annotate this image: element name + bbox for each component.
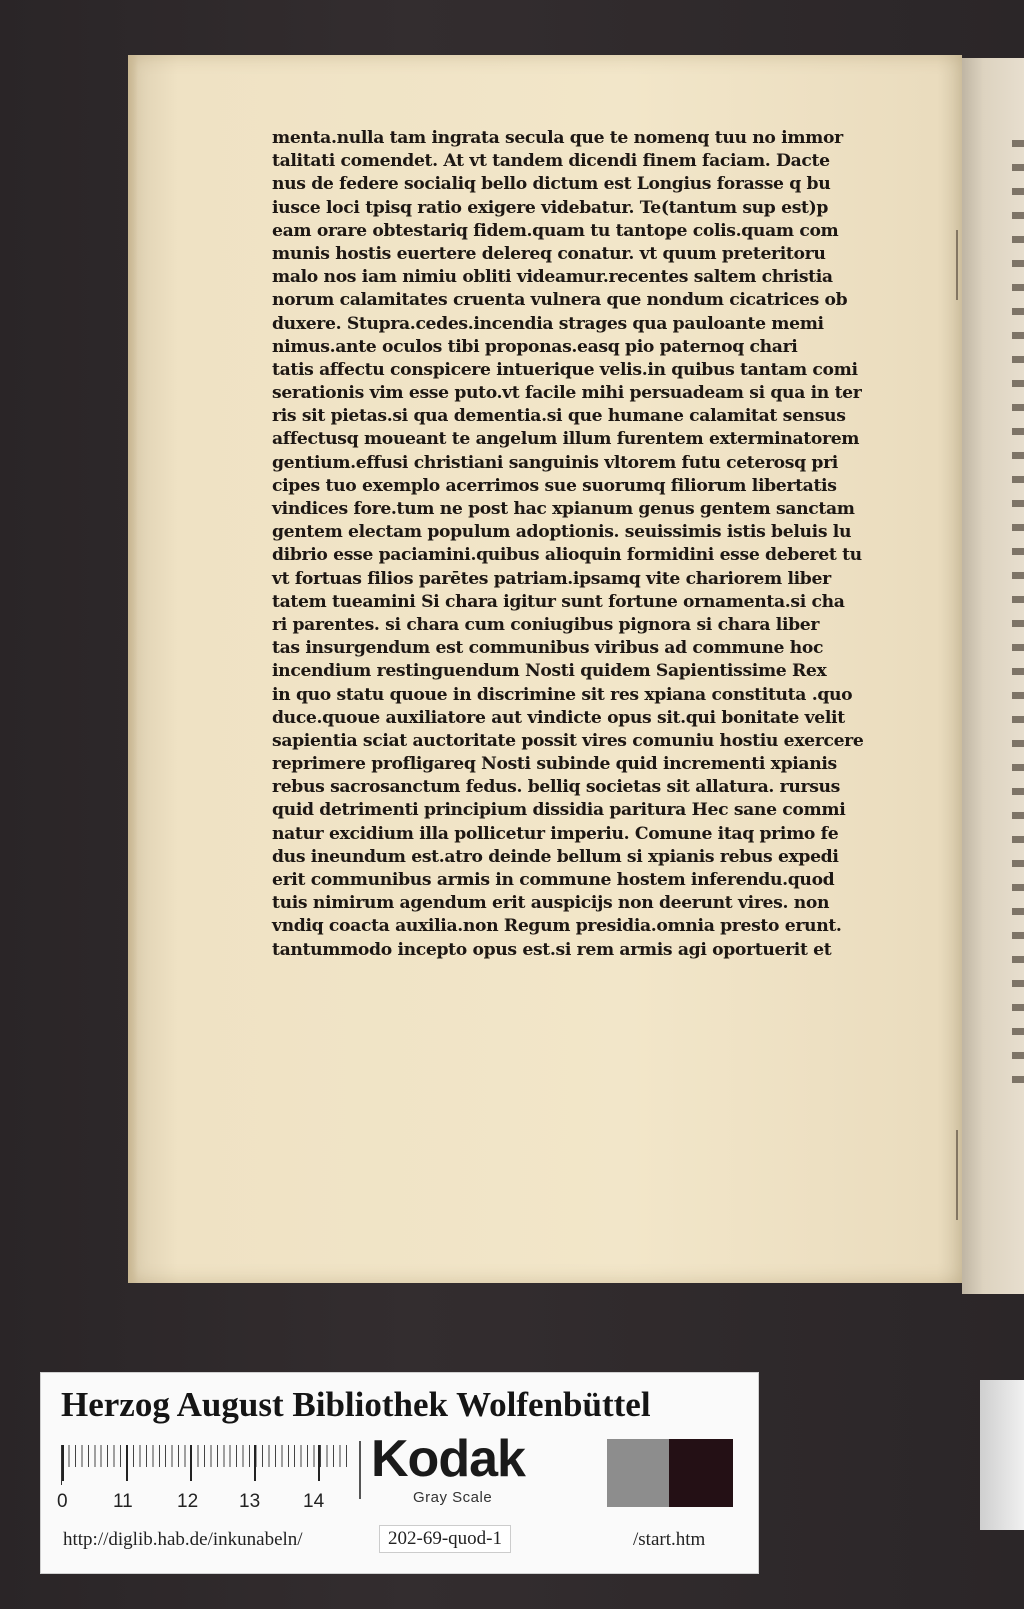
text-line: quid detrimenti principium dissidia paritura Hec sane commi — [272, 800, 846, 821]
text-line: ris sit pietas.si qua dementia.si que humane calamitat sensus — [272, 406, 846, 427]
text-line: gentem electam populum adoptionis. seuissimis istis beluis lu — [272, 522, 852, 543]
text-line: cipes tuo exemplo acerrimos sue suorumq filiorum libertatis — [272, 475, 837, 496]
gray-swatch — [607, 1439, 669, 1507]
gray-scale-caption: Gray Scale — [413, 1489, 493, 1506]
text-line: nimus.ante oculos tibi proponas.easq pio paternoq chari — [272, 336, 798, 357]
text-line: tuis nimirum agendum erit auspicijs non deerunt vires. non — [272, 893, 830, 914]
gutter-mark — [956, 230, 962, 300]
text-line: incendium restinguendum Nosti quidem Sapientissime Rex — [272, 661, 827, 682]
text-line: erit communibus armis in commune hostem inferendu.quod — [272, 870, 835, 890]
text-line: menta.nulla tam ingrata secula que te nomenq tuu no immor — [272, 128, 843, 148]
text-line: vt fortuas filios parētes patriam.ipsamq vite chariorem liber — [272, 568, 831, 589]
text-line: dus ineundum est.atro deinde bellum si xpianis rebus expedi — [272, 846, 839, 867]
text-line: dibrio esse paciamini.quibus alioquin formidini esse deberet tu — [272, 545, 862, 566]
ruler-number: 14 — [303, 1491, 325, 1512]
page-text-block — [272, 127, 912, 962]
text-line: norum calamitates cruenta vulnera que nondum cicatrices ob — [272, 290, 848, 311]
kodak-logo: Kodak — [371, 1430, 525, 1488]
ruler-major-tick — [62, 1445, 64, 1481]
url-suffix: /start.htm — [633, 1529, 706, 1550]
text-line: malo nos iam nimiu obliti videamur.recentes saltem christia — [272, 267, 833, 288]
institution-name: Herzog August Bibliothek Wolfenbüttel — [61, 1385, 651, 1424]
label-divider — [359, 1441, 361, 1499]
text-line: nus de federe socialiq bello dictum est Longius forasse q bu — [272, 174, 831, 195]
text-line: talitati comendet. At vt tandem dicendi finem faciam. Dacte — [272, 151, 830, 172]
text-line: eam orare obtestariq fidem.quam tu tantope colis.quam com — [272, 220, 839, 241]
text-line: tatis affectu conspicere intuerique velis.in quibus tantam comi — [272, 359, 858, 380]
scan-reference-label — [40, 1372, 759, 1574]
gutter-mark — [956, 1130, 962, 1220]
scanner-clip — [980, 1380, 1024, 1530]
library-url: http://diglib.hab.de/inkunabeln/ — [63, 1529, 303, 1550]
text-line: sapientia sciat auctoritate possit vires comuniu hostiu exercere — [272, 730, 864, 751]
manuscript-page — [128, 55, 962, 1283]
text-line: rebus sacrosanctum fedus. belliq societas sit allatura. rursus — [272, 777, 840, 798]
text-line: vindices fore.tum ne post hac xpianum genus gentem sanctam — [272, 499, 855, 519]
text-line: tantummodo incepto opus est.si rem armis agi oportuerit et — [272, 939, 832, 960]
ruler-major-tick — [190, 1445, 192, 1481]
shelfmark-id: 202-69-quod-1 — [379, 1525, 511, 1553]
ruler-number: 0 — [57, 1491, 68, 1512]
facing-page-text-fragments — [1012, 140, 1024, 1100]
text-line: tatem tueamini Si chara igitur sunt fortune ornamenta.si cha — [272, 591, 845, 612]
text-line: serationis vim esse puto.vt facile mihi persuadeam si qua in ter — [272, 383, 862, 404]
text-line: vndiq coacta auxilia.non Regum presidia.omnia presto erunt. — [272, 916, 842, 937]
dark-swatch — [669, 1439, 733, 1507]
ruler-major-tick — [126, 1445, 128, 1481]
ruler-number: 11 — [113, 1491, 133, 1512]
measurement-ruler — [61, 1445, 352, 1485]
ruler-number: 12 — [177, 1491, 199, 1512]
page-edge — [128, 55, 138, 1283]
text-line: duce.quoue auxiliatore aut vindicte opus sit.qui bonitate velit — [272, 707, 845, 728]
text-line: natur excidium illa pollicetur imperiu. Comune itaq primo fe — [272, 823, 839, 844]
ruler-number: 13 — [239, 1491, 261, 1512]
text-line: in quo statu quoue in discrimine sit res xpiana constituta .quo — [272, 684, 853, 705]
text-line: munis hostis euertere delereq conatur. vt quum preteritoru — [272, 243, 826, 264]
text-line: ri parentes. si chara cum coniugibus pignora si chara liber — [272, 614, 820, 635]
ruler-major-tick — [254, 1445, 256, 1481]
text-line: tas insurgendum est communibus viribus ad commune hoc — [272, 638, 824, 659]
text-line: affectusq moueant te angelum illum furentem exterminatorem — [272, 429, 860, 450]
ruler-major-tick — [318, 1445, 320, 1481]
text-line: iusce loci tpisq ratio exigere videbatur. Te(tantum sup est)p — [272, 197, 829, 218]
text-line: gentium.effusi christiani sanguinis vltorem futu ceterosq pri — [272, 452, 838, 473]
text-line: duxere. Stupra.cedes.incendia strages qua pauloante memi — [272, 313, 824, 334]
text-line: reprimere profligareq Nosti subinde quid incrementi xpianis — [272, 754, 837, 775]
